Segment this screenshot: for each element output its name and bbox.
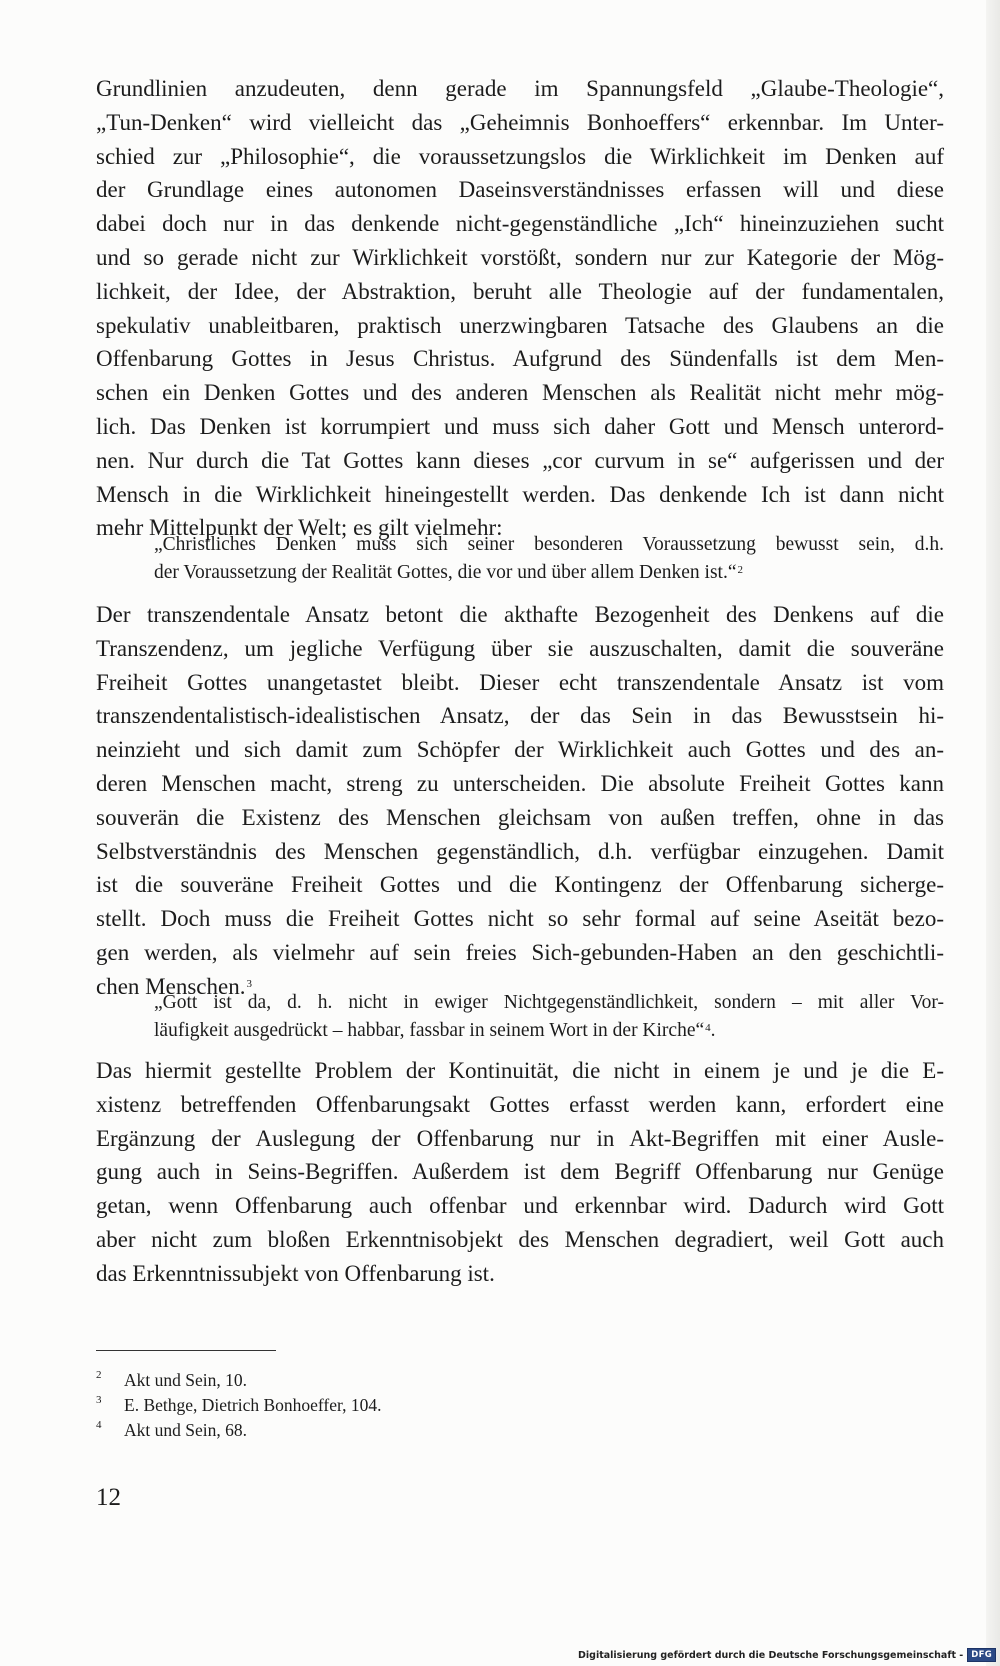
line-text: getan, wenn Offenbarung auch offenbar und erkennbar wird. Dadurch wird Gott: [96, 1193, 944, 1219]
line-text: Der transzendentale Ansatz betont die akthafte Bezogenheit des Denkens auf die: [96, 602, 944, 627]
line-text: Ergänzung der Auslegung der Offenbarung nur in Akt-Begriffen mit einer Ausle-: [96, 1125, 944, 1151]
footnote-ref: 3: [246, 977, 252, 990]
block-quote-1: [154, 531, 944, 586]
text-line: [96, 868, 944, 902]
text-line: [96, 1257, 944, 1291]
text-line: [96, 733, 944, 767]
line-text: nen. Nur durch die Tat Gottes kann dieses „cor curvum in se“ aufgerissen und der: [96, 447, 944, 473]
text-line: [96, 699, 944, 733]
line-text: Transzendenz, um jegliche Verfügung über sie auszuschalten, damit die souveräne: [96, 635, 944, 661]
line-text: stellt. Doch muss die Freiheit Gottes nicht so sehr formal auf seine Aseität bezo-: [96, 906, 944, 932]
text-line: [96, 936, 944, 970]
line-text: Selbstverständnis des Menschen gegenständlich, d.h. verfügbar einzugehen. Damit: [96, 838, 944, 864]
text-line: [96, 666, 944, 700]
quote-end-punctuation: .: [710, 1019, 716, 1041]
footnote-4: [96, 1418, 382, 1443]
text-line: [96, 410, 944, 444]
line-text: transzendentalistisch-idealistischen Ansatz, der das Sein in das Bewusstsein hi-: [96, 703, 944, 729]
page-edge-shadow: [986, 0, 1000, 1666]
dfg-banner-text: Digitalisierung gefördert durch die Deutsche Forschungsgemeinschaft -: [578, 1649, 964, 1661]
dfg-logo-icon: DFG: [967, 1648, 996, 1662]
line-text: dabei doch nur in das denkende nicht-gegenständliche „Ich“ hineinzuziehen sucht: [96, 211, 944, 237]
footnote-number: 4: [96, 1419, 102, 1431]
text-line: [96, 1155, 944, 1189]
line-text: der Grundlage eines autonomen Daseinsverständnisses erfassen will und diese: [96, 177, 944, 203]
footnote-text: Akt und Sein, 10.: [124, 1370, 247, 1390]
text-line: [96, 140, 944, 174]
line-text: Das hiermit gestellte Problem der Kontinuität, die nicht in einem je und je die E-: [96, 1058, 944, 1083]
line-text: lichkeit, der Idee, der Abstraktion, beruht alle Theologie auf der fundamentalen,: [96, 278, 944, 304]
line-text: Grundlinien anzudeuten, denn gerade im Spannungsfeld „Glaube-Theologie“,: [96, 76, 944, 101]
text-line: [154, 1017, 944, 1045]
footnote-number: 2: [96, 1369, 102, 1381]
line-text: neinzieht und sich damit zum Schöpfer der Wirklichkeit auch Gottes und des an-: [96, 737, 944, 763]
footnote-text: Akt und Sein, 68.: [124, 1420, 247, 1440]
text-line: [96, 902, 944, 936]
text-line: [154, 531, 944, 559]
text-line: [96, 478, 944, 512]
paragraph-2: [96, 598, 944, 1004]
text-line: [154, 989, 944, 1017]
line-text: ist die souveräne Freiheit Gottes und die Kontingenz der Offenbarung sicherge-: [96, 872, 944, 898]
line-text: lich. Das Denken ist korrumpiert und muss sich daher Gott und Mensch unterord-: [96, 413, 944, 439]
paragraph-1: [96, 72, 944, 545]
line-text: souverän die Existenz des Menschen gleichsam von außen treffen, ohne in das: [96, 804, 944, 830]
line-text: aber nicht zum bloßen Erkenntnisobjekt des Menschen degradiert, weil Gott auch: [96, 1226, 944, 1252]
line-text: und so gerade nicht zur Wirklichkeit vorstößt, sondern nur zur Kategorie der Mög-: [96, 244, 944, 270]
text-line: [96, 207, 944, 241]
text-line: [96, 1054, 944, 1088]
text-line: [96, 801, 944, 835]
footnote-ref: 4: [705, 1021, 711, 1034]
text-line: [96, 835, 944, 869]
line-text: Freiheit Gottes unangetastet bleibt. Dieser echt transzendentale Ansatz ist vom: [96, 669, 944, 695]
footnote-ref: 2: [737, 563, 743, 576]
line-text: „Gott ist da, d. h. nicht in ewiger Nichtgegenständlichkeit, sondern – mit aller Vor-: [154, 992, 944, 1013]
text-line: [96, 275, 944, 309]
text-line: [96, 598, 944, 632]
text-line: [96, 241, 944, 275]
text-line: [96, 632, 944, 666]
footnote-number: 3: [96, 1394, 102, 1406]
text-line: [96, 376, 944, 410]
line-text: Mensch in die Wirklichkeit hineingestellt werden. Das denkende Ich ist dann nicht: [96, 481, 944, 507]
paragraph-3: [96, 1054, 944, 1291]
line-text: „Tun-Denken“ wird vielleicht das „Geheimnis Bonhoeffers“ erkennbar. Im Unter-: [96, 109, 944, 135]
text-line: [96, 342, 944, 376]
text-line: [96, 767, 944, 801]
text-line: [96, 444, 944, 478]
footnotes: [96, 1368, 382, 1443]
text-line: [96, 1223, 944, 1257]
line-text: deren Menschen macht, streng zu unterscheiden. Die absolute Freiheit Gottes kann: [96, 770, 944, 796]
line-text: das Erkenntnissubjekt von Offenbarung ist.: [96, 1260, 495, 1286]
text-line: [96, 309, 944, 343]
line-text: schen ein Denken Gottes und des anderen Menschen als Realität nicht mehr mög-: [96, 380, 944, 406]
footnote-3: [96, 1393, 382, 1418]
text-line: [96, 1189, 944, 1223]
block-quote-2: [154, 989, 944, 1044]
line-text: xistenz betreffenden Offenbarungsakt Gottes erfasst werden kann, erfordert eine: [96, 1091, 944, 1117]
line-text: mehr Mittelpunkt der Welt; es gilt vielmehr:: [96, 515, 503, 541]
line-text: der Voraussetzung der Realität Gottes, die vor und über allem Denken ist.“: [154, 561, 737, 583]
text-line: [96, 106, 944, 140]
footnote-separator: [96, 1350, 276, 1351]
text-line: [96, 1122, 944, 1156]
dfg-banner: [578, 1647, 996, 1663]
line-text: schied zur „Philosophie“, die voraussetzungslos die Wirklichkeit im Denken auf: [96, 143, 944, 169]
text-line: [96, 72, 944, 106]
line-text: chen Menschen.: [96, 973, 246, 999]
line-text: Offenbarung Gottes in Jesus Christus. Aufgrund des Sündenfalls ist dem Men-: [96, 346, 944, 372]
line-text: gen werden, als vielmehr auf sein freies Sich-gebunden-Haben an den geschichtli-: [96, 939, 944, 965]
text-line: [154, 559, 944, 587]
footnote-text: E. Bethge, Dietrich Bonhoeffer, 104.: [124, 1395, 382, 1415]
footnote-2: [96, 1368, 382, 1393]
line-text: läufigkeit ausgedrückt – habbar, fassbar in seinem Wort in der Kirche“: [154, 1019, 705, 1041]
line-text: gung auch in Seins-Begriffen. Außerdem ist dem Begriff Offenbarung nur Genüge: [96, 1159, 944, 1185]
line-text: „Christliches Denken muss sich seiner besonderen Voraussetzung bewusst sein, d.h.: [154, 534, 944, 555]
text-line: [96, 173, 944, 207]
page-number: 12: [96, 1484, 121, 1511]
line-text: spekulativ unableitbaren, praktisch unerzwingbaren Tatsache des Glaubens an die: [96, 312, 944, 338]
text-line: [96, 1088, 944, 1122]
